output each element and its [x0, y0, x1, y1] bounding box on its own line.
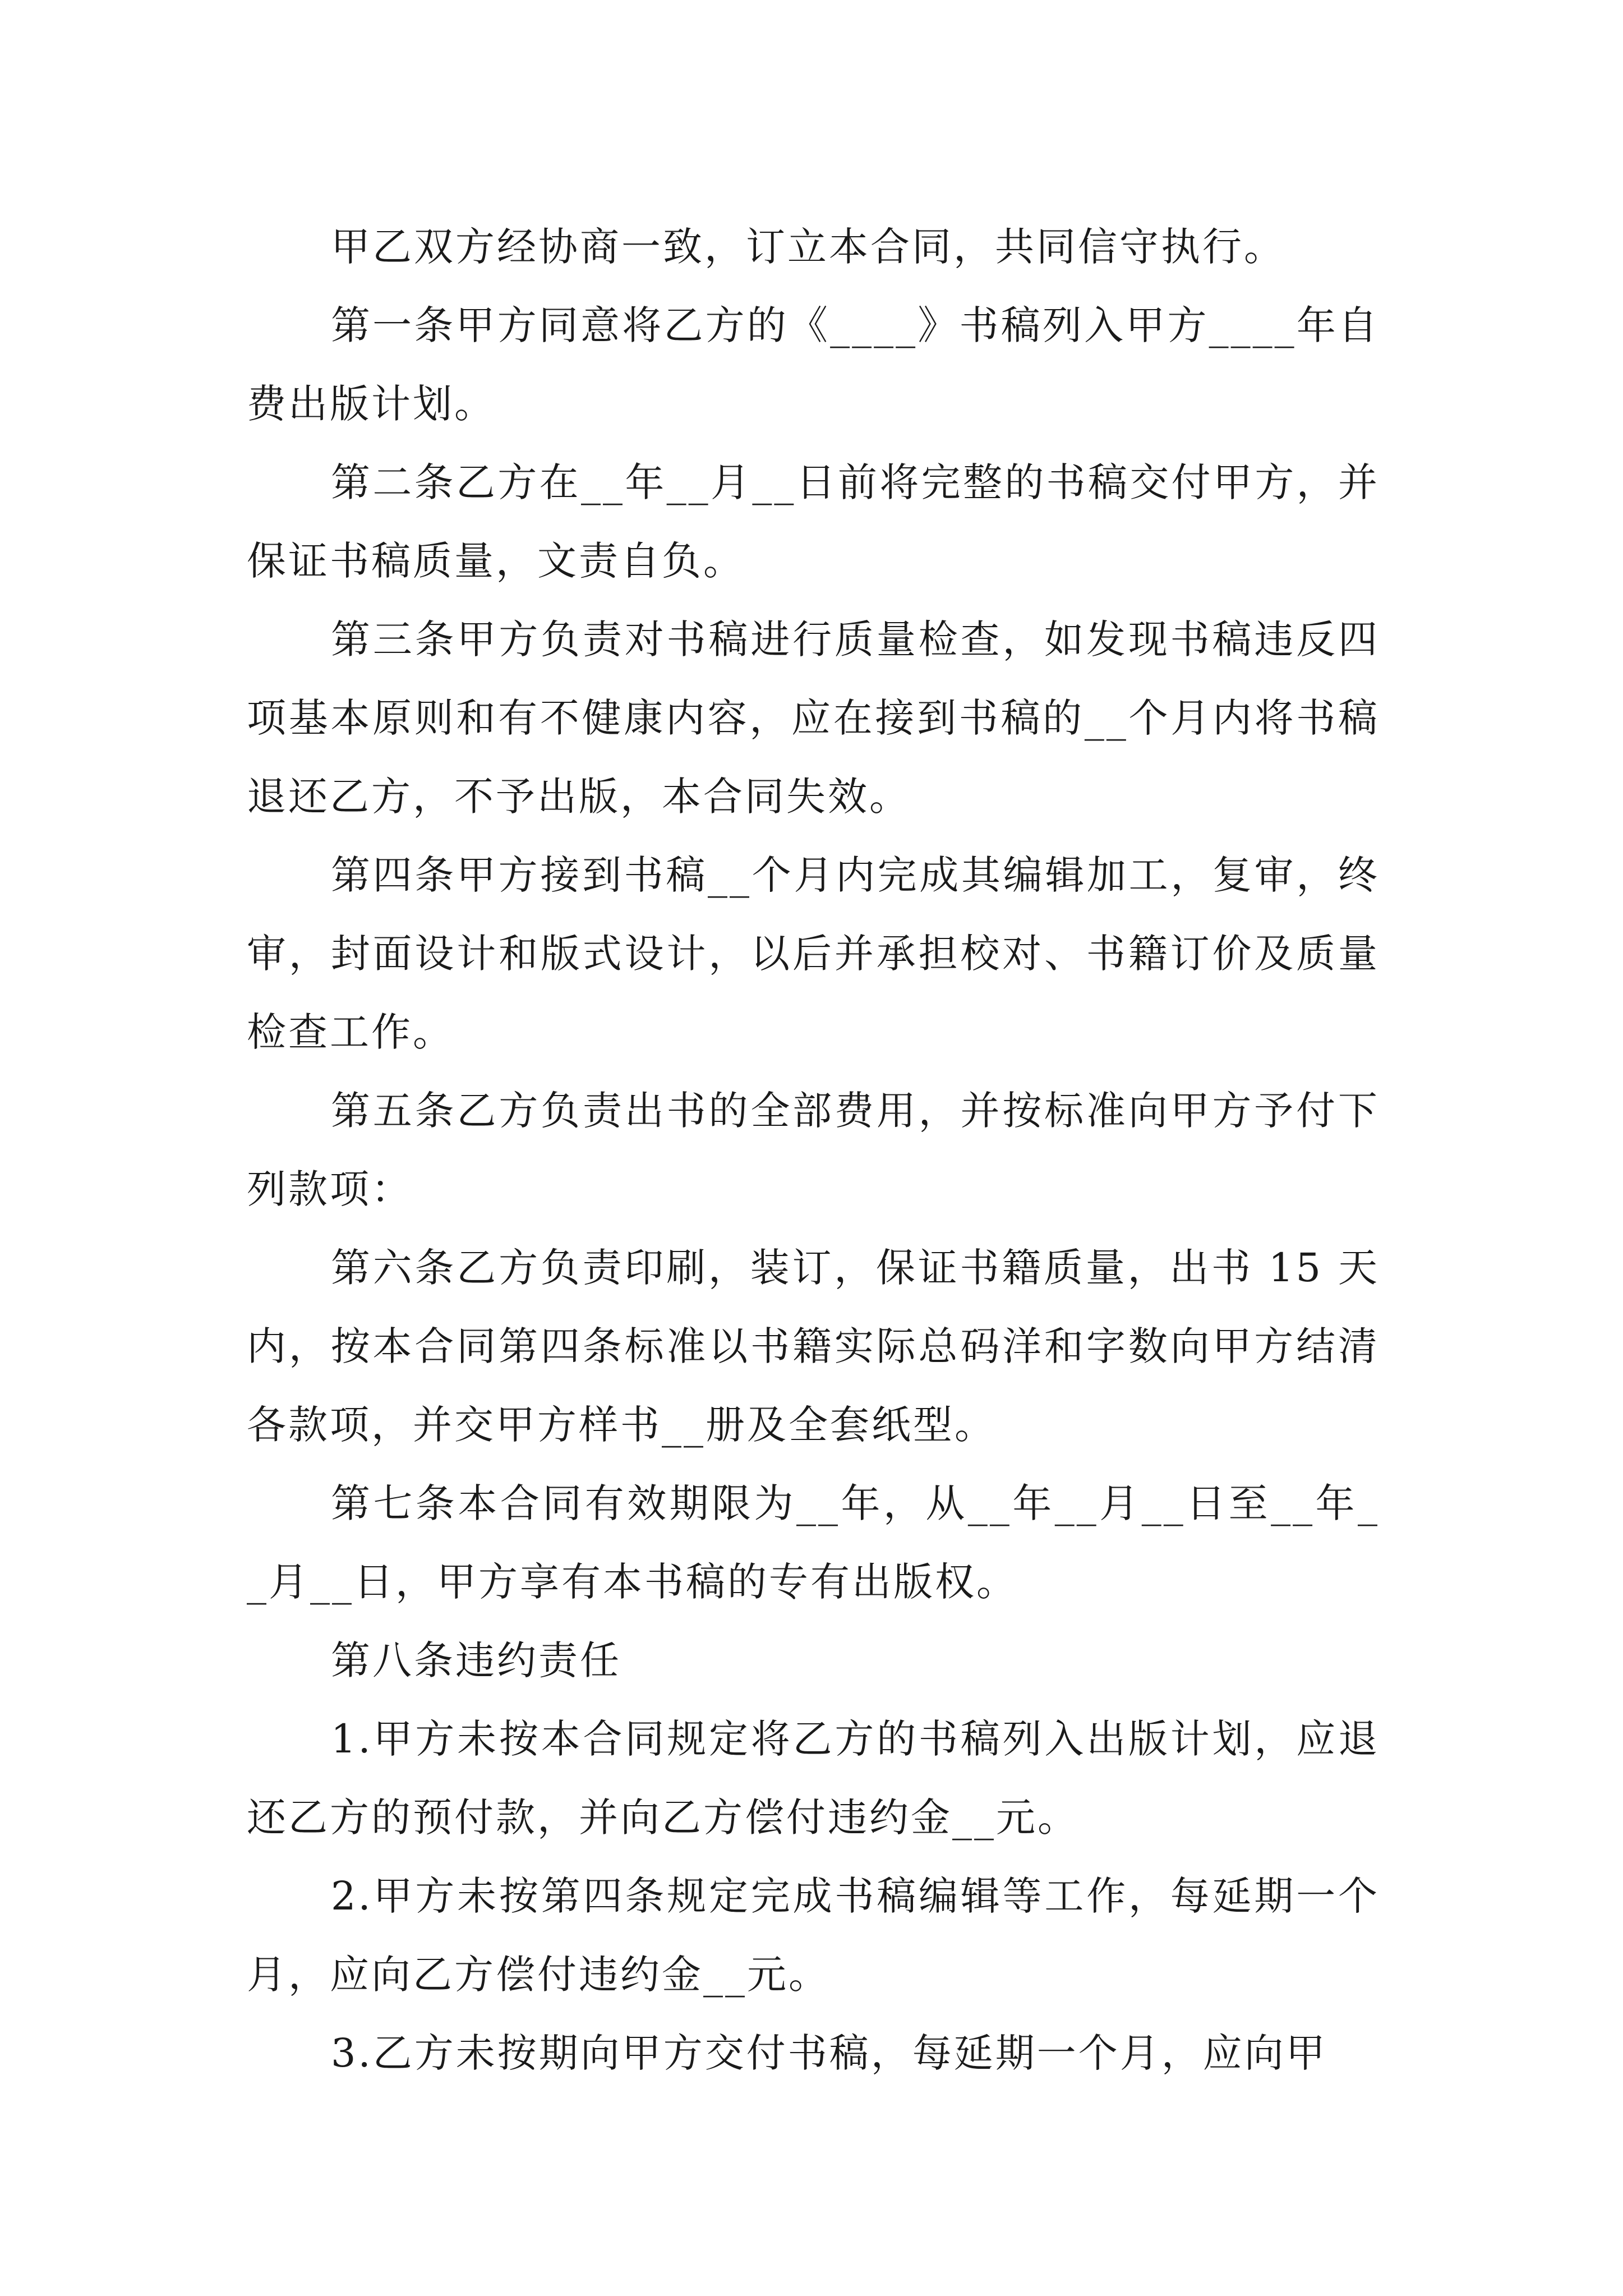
- paragraph-liability-2: 2.甲方未按第四条规定完成书稿编辑等工作，每延期一个月，应向乙方偿付违约金__元。: [247, 1873, 1380, 1998]
- paragraph-article-6: 第六条乙方负责印刷，装订，保证书籍质量，出书 15 天内，按本合同第四条标准以书籍实际总码洋和字数向甲方结清各款项，并交甲方样书__册及全套纸型。: [247, 1245, 1380, 1448]
- paragraph-intro: 甲乙双方经协商一致，订立本合同，共同信守执行。: [331, 224, 1285, 270]
- paragraph-liability-3: 3.乙方未按期向甲方交付书稿，每延期一个月，应向甲: [331, 2030, 1327, 2076]
- paragraph-article-8-heading: 第八条违约责任: [331, 1637, 621, 1683]
- paragraph-liability-1: 1.甲方未按本合同规定将乙方的书稿列入出版计划，应退还乙方的预付款，并向乙方偿付违约金__元。: [247, 1716, 1380, 1841]
- paragraph-article-7: 第七条本合同有效期限为__年，从__年__月__日至__年__月__日，甲方享有本书稿的专有出版权。: [247, 1480, 1380, 1605]
- paragraph-article-2: 第二条乙方在__年__月__日前将完整的书稿交付甲方，并保证书稿质量，文责自负。: [247, 459, 1380, 584]
- paragraph-article-3: 第三条甲方负责对书稿进行质量检查，如发现书稿违反四项基本原则和有不健康内容，应在接到书稿的__个月内将书稿退还乙方，不予出版，本合同失效。: [247, 616, 1380, 820]
- contract-body: [247, 208, 1380, 2092]
- paragraph-article-1: 第一条甲方同意将乙方的《____》书稿列入甲方____年自费出版计划。: [247, 302, 1380, 427]
- paragraph-article-5: 第五条乙方负责出书的全部费用，并按标准向甲方予付下列款项：: [247, 1088, 1380, 1212]
- paragraph-article-4: 第四条甲方接到书稿__个月内完成其编辑加工，复审，终审，封面设计和版式设计，以后并承担校对、书籍订价及质量检查工作。: [247, 852, 1380, 1055]
